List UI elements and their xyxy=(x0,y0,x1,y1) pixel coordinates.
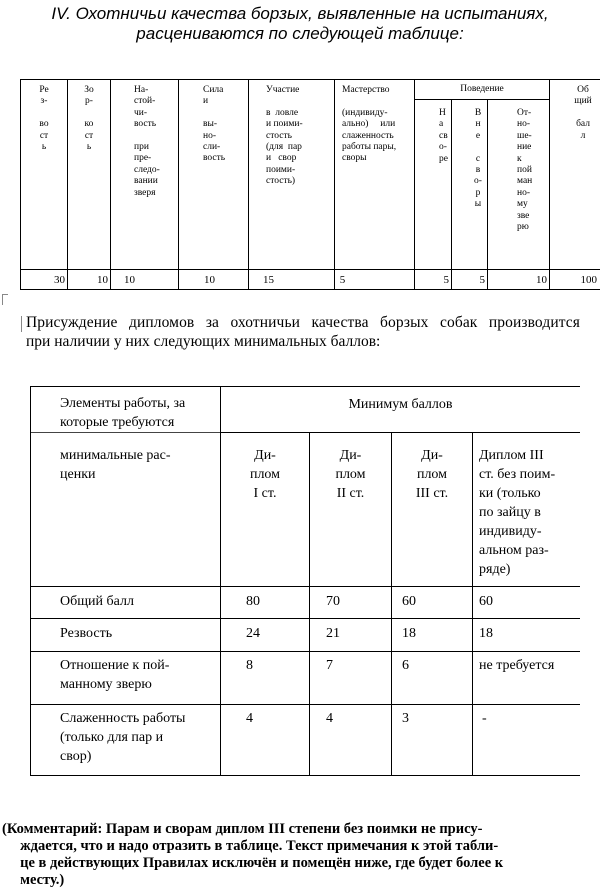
section-heading xyxy=(0,4,600,44)
header-povedenie: Поведение xyxy=(460,84,504,94)
row-speed-d3: 18 xyxy=(402,626,416,641)
value-uchastie: 15 xyxy=(263,274,274,286)
row-speed-label: Резвость xyxy=(60,626,113,641)
row-speed-d1: 24 xyxy=(246,626,260,641)
row-attitude-d3: 6 xyxy=(402,658,409,673)
row-teamwork-d3: 3 xyxy=(402,711,409,726)
heading-line-1: IV. Охотничьи качества борзых, выявленные на испытаниях, xyxy=(51,4,549,23)
paragraph-line-2: при наличии у них следующих минимальных баллов: xyxy=(26,333,381,350)
header-obshchiy: Об щий бал л xyxy=(574,85,592,141)
heading-line-2: расцениваются по следующей таблице: xyxy=(136,24,464,43)
diploma-paragraph xyxy=(26,313,580,351)
row-attitude-d1: 8 xyxy=(246,658,253,673)
comment-line-2: ждается, что и надо отразить в таблице. Текст примечания к этой табли- xyxy=(2,838,499,854)
value-nastoichivost: 10 xyxy=(124,274,135,286)
header-na-svore: Н а св о- ре xyxy=(439,108,448,164)
header-nastoichivost: На- стой- чи- вость при пре- следо- вании зверя xyxy=(134,85,160,198)
header-otnoshenie: От- но- ше- ние к пой ман но- му зве рю xyxy=(517,108,533,233)
header-elements: Элементы работы, за которые требуются xyxy=(60,396,186,430)
row-speed-d3nc: 18 xyxy=(479,626,493,641)
header-diploma-1: Ди- плом I ст. xyxy=(249,448,281,501)
comment-line-4: месту.) xyxy=(2,872,65,888)
header-vne-svory: В н е с в о- р ы xyxy=(474,108,482,210)
row-attitude-d2: 7 xyxy=(326,658,333,673)
diploma-table xyxy=(30,386,580,776)
header-diploma-3: Ди- плом III ст. xyxy=(415,448,449,501)
header-diploma-3-no-catch: Диплом III ст. без поим- ки (только по зайцу в индивиду- альном раз- ряде) xyxy=(479,448,556,577)
header-diploma-2: Ди- плом II ст. xyxy=(335,448,366,501)
comment-note xyxy=(2,821,580,889)
header-sila: Сила и вы- но- сли- вость xyxy=(203,85,226,164)
value-otnoshenie: 10 xyxy=(536,274,547,286)
value-zorkost: 10 xyxy=(97,274,108,286)
header-zorkost: Зо р- ко ст ь xyxy=(84,85,94,153)
row-total-label: Общий балл xyxy=(60,594,134,609)
header-minimum: Минимум баллов xyxy=(348,397,453,412)
row-teamwork-d1: 4 xyxy=(246,711,253,726)
scores-table xyxy=(20,79,600,290)
value-na-svore: 5 xyxy=(443,274,449,286)
row-attitude-d3nc: не требуется xyxy=(479,658,555,673)
row-speed-d2: 21 xyxy=(326,626,340,641)
header-uchastie: Участие в ловле и поими- стость (для пар и свор поими- стость) xyxy=(266,85,303,187)
row-total-d3: 60 xyxy=(402,594,416,609)
value-rezvost: 30 xyxy=(54,274,65,286)
row-teamwork-d3nc: - xyxy=(482,711,487,726)
value-masterstvo: 5 xyxy=(339,274,346,286)
value-sila: 10 xyxy=(204,274,215,286)
comment-line-1: (Комментарий: Парам и сворам диплом III степени без поимки не прису- xyxy=(2,821,483,837)
margin-mark xyxy=(2,294,8,305)
paragraph-line-1: Присуждение дипломов за охотничьи качества борзых собак производится xyxy=(26,314,580,331)
row-teamwork-label: Слаженность работы (только для пар и свор) xyxy=(60,711,186,764)
value-vne-svory: 5 xyxy=(479,274,485,286)
comment-line-3: це в действующих Правилах исключён и помещён ниже, где будет более к xyxy=(2,855,504,871)
row-teamwork-d2: 4 xyxy=(326,711,333,726)
row-total-d1: 80 xyxy=(246,594,260,609)
header-elements-continued: минимальные рас- ценки xyxy=(60,448,171,482)
row-attitude-label: Отношение к пой- манному зверю xyxy=(60,658,170,692)
value-obshchiy: 100 xyxy=(580,274,597,286)
header-rezvost: Ре з- во ст ь xyxy=(39,85,49,153)
row-total-d3nc: 60 xyxy=(479,594,493,609)
row-total-d2: 70 xyxy=(326,594,340,609)
header-masterstvo: Мастерство (индивиду- ально) или слаженность работы пары, своры xyxy=(342,85,397,164)
text-cursor-mark xyxy=(21,316,25,332)
